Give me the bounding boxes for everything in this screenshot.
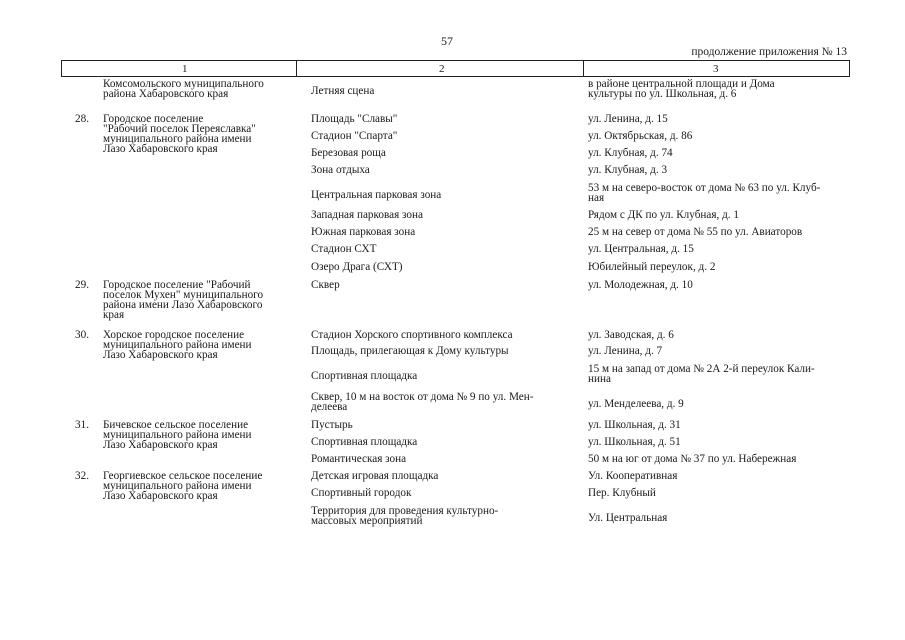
header-col-2: 2 xyxy=(439,63,445,75)
address: 15 м на запад от дома № 2А 2-й переулок Кали- xyxy=(588,363,815,375)
address: ул. Молодежная, д. 10 xyxy=(588,279,693,291)
address: ул. Октябрьская, д. 86 xyxy=(588,130,693,142)
address: 53 м на северо-восток от дома № 63 по ул. Клуб- xyxy=(588,182,821,194)
settlement-name: Городское поселение "Рабочий xyxy=(103,279,251,291)
address: ул. Школьная, д. 31 xyxy=(588,419,681,431)
address: ул. Клубная, д. 3 xyxy=(588,164,668,176)
header-divider xyxy=(296,61,297,76)
header-divider xyxy=(583,61,584,76)
settlement-name: "Рабочий поселок Переяславка" xyxy=(103,123,256,135)
address: ул. Менделеева, д. 9 xyxy=(588,398,684,410)
settlement-name: Георгиевское сельское поселение xyxy=(103,470,263,482)
place-name: Березовая роща xyxy=(311,147,386,159)
place-name: Западная парковая зона xyxy=(311,209,423,221)
place-name: Спортивный городок xyxy=(311,487,412,499)
address: Рядом с ДК по ул. Клубная, д. 1 xyxy=(588,209,739,221)
settlement-name: Хорское городское поселение xyxy=(103,329,245,341)
settlement-name: Городское поселение xyxy=(103,113,204,125)
address: ул. Заводская, д. 6 xyxy=(588,329,674,341)
place-name: Южная парковая зона xyxy=(311,226,416,238)
settlement-name: края xyxy=(103,309,125,321)
address: 50 м на юг от дома № 37 по ул. Набережная xyxy=(588,453,797,465)
address: Пер. Клубный xyxy=(588,487,656,499)
settlement-name: Комсомольского муниципального xyxy=(103,78,264,90)
settlement-name: Лазо Хабаровского края xyxy=(103,349,218,361)
header-col-1: 1 xyxy=(182,63,188,75)
continuation-caption: продолжение приложения № 13 xyxy=(691,46,847,58)
row-number: 30. xyxy=(75,329,89,341)
address: ная xyxy=(588,192,605,204)
address: в районе центральной площади и Дома xyxy=(588,78,775,90)
place-name: Спортивная площадка xyxy=(311,370,418,382)
settlement-name: района Хабаровского края xyxy=(103,88,229,100)
place-name: Территория для проведения культурно- xyxy=(311,505,499,517)
place-name: Центральная парковая зона xyxy=(311,189,442,201)
address: Ул. Центральная xyxy=(588,512,668,524)
address: ул. Ленина, д. 15 xyxy=(588,113,668,125)
place-name: Зона отдыха xyxy=(311,164,370,176)
address: ул. Клубная, д. 74 xyxy=(588,147,673,159)
address: Ул. Кооперативная xyxy=(588,470,678,482)
place-name: Площадь, прилегающая к Дому культуры xyxy=(311,345,509,357)
address: нина xyxy=(588,373,611,385)
address: 25 м на север от дома № 55 по ул. Авиаторов xyxy=(588,226,803,238)
place-name: делеева xyxy=(311,401,348,413)
address: ул. Ленина, д. 7 xyxy=(588,345,663,357)
settlement-name: муниципального района имени xyxy=(103,429,252,441)
settlement-name: муниципального района имени xyxy=(103,133,252,145)
place-name: Стадион "Спарта" xyxy=(311,130,398,142)
row-number: 28. xyxy=(75,113,89,125)
place-name: Площадь "Славы" xyxy=(311,113,398,125)
place-name: Сквер, 10 м на восток от дома № 9 по ул. Мен- xyxy=(311,391,534,403)
place-name: массовых мероприятий xyxy=(311,515,423,527)
row-number: 29. xyxy=(75,279,89,291)
address: культуры по ул. Школьная, д. 6 xyxy=(588,88,737,100)
place-name: Летняя сцена xyxy=(311,85,375,97)
settlement-name: Лазо Хабаровского края xyxy=(103,439,218,451)
row-number: 32. xyxy=(75,470,89,482)
settlement-name: Лазо Хабаровского края xyxy=(103,143,218,155)
place-name: Спортивная площадка xyxy=(311,436,418,448)
address: ул. Центральная, д. 15 xyxy=(588,243,694,255)
settlement-name: поселок Мухен" муниципального xyxy=(103,289,264,301)
settlement-name: муниципального района имени xyxy=(103,480,252,492)
settlement-name: Лазо Хабаровского края xyxy=(103,490,218,502)
page-number: 57 xyxy=(441,34,453,48)
table-header xyxy=(61,60,850,77)
address: ул. Школьная, д. 51 xyxy=(588,436,681,448)
place-name: Сквер xyxy=(311,279,340,291)
place-name: Детская игровая площадка xyxy=(311,470,439,482)
settlement-name: Бичевское сельское поселение xyxy=(103,419,249,431)
settlement-name: муниципального района имени xyxy=(103,339,252,351)
place-name: Романтическая зона xyxy=(311,453,407,465)
place-name: Пустырь xyxy=(311,419,353,431)
settlement-name: района имени Лазо Хабаровского xyxy=(103,299,263,311)
address: Юбилейный переулок, д. 2 xyxy=(588,261,716,273)
row-number: 31. xyxy=(75,419,89,431)
place-name: Озеро Драга (СХТ) xyxy=(311,261,403,273)
place-name: Стадион СХТ xyxy=(311,243,377,255)
place-name: Стадион Хорского спортивного комплекса xyxy=(311,329,513,341)
header-col-3: 3 xyxy=(713,63,719,75)
